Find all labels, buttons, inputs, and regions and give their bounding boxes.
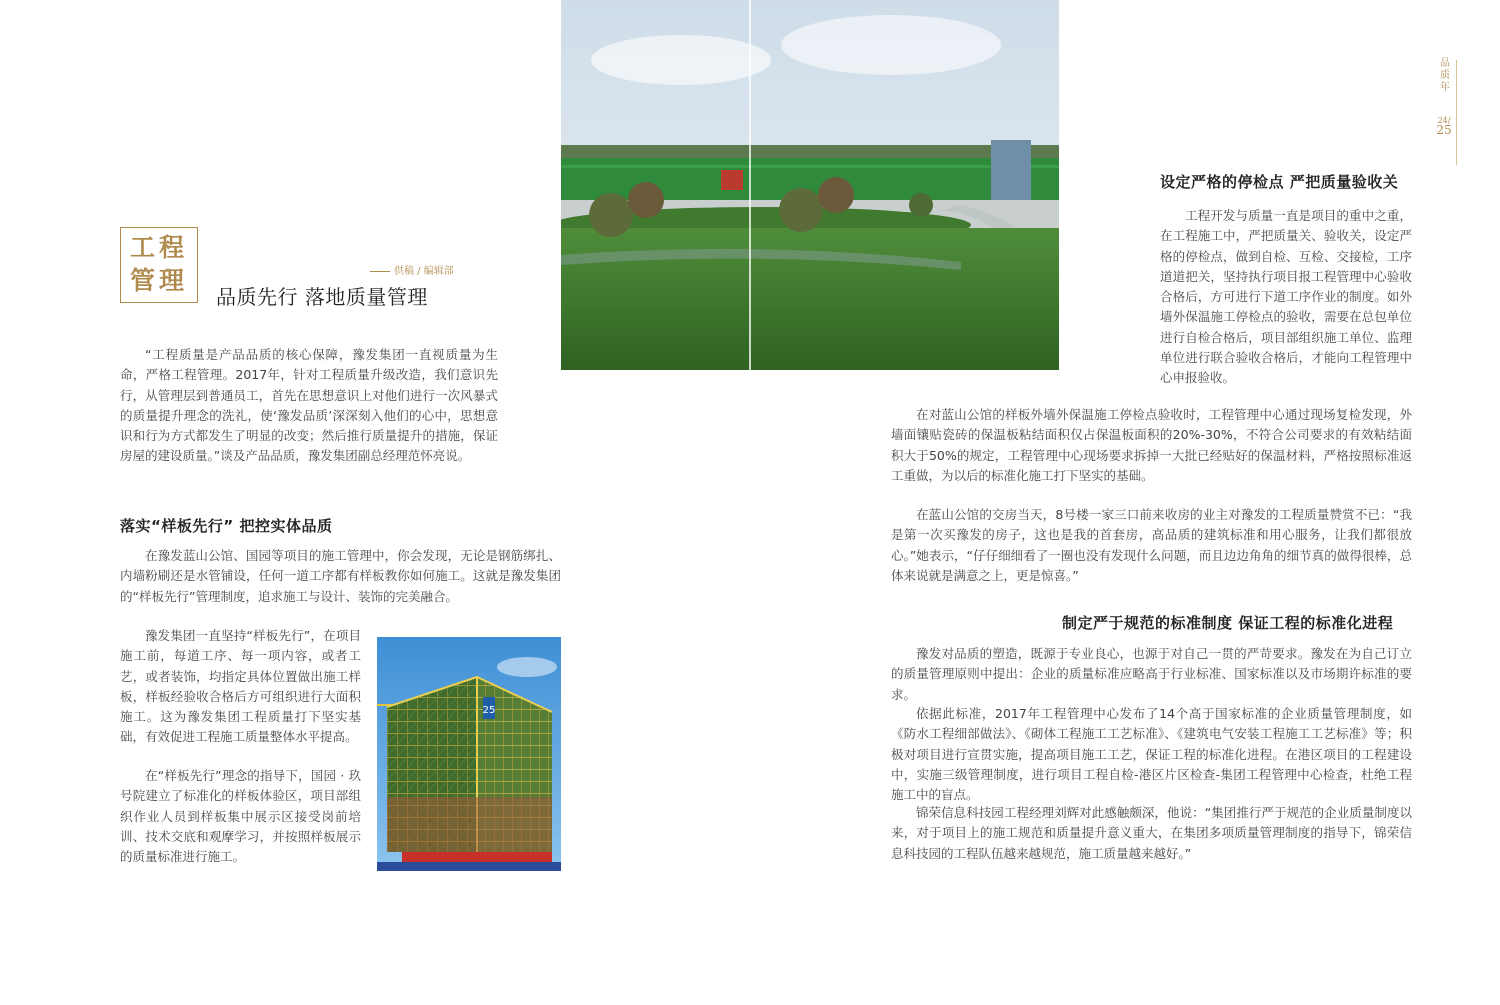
section2-paragraph-3: 在蓝山公馆的交房当天，8号楼一家三口前来收房的业主对豫发的工程质量赞赏不已：“我是第一次买豫发的房子，这也是我的首套房，高品质的建筑标准和用心服务，让我们都很放心。”她表示，“仔仔细细看了一圈也没有发现什么问题，而且边边角角的细节真的做得很棒，总体来说就是满意之上，更是惊喜。”	[891, 507, 1412, 583]
byline-text: 供稿 / 编辑部	[394, 266, 454, 277]
page-tag: 品质年	[1440, 58, 1450, 93]
park-landscape-photo	[561, 0, 1059, 370]
page-number	[1430, 116, 1458, 137]
construction-building-illustration	[377, 637, 561, 871]
stamp-line-1: 工程	[129, 233, 188, 262]
svg-text:25: 25	[482, 705, 496, 716]
stamp-line-2: 管理	[129, 266, 188, 295]
park-landscape-illustration	[561, 0, 1059, 370]
intro-paragraph: “工程质量是产品品质的核心保障，豫发集团一直视质量为生命，严格工程管理。2017年，针对工程质量升级改造，我们意识先行，从管理层到普通员工，首先在思想意识上对他们进行一次风暴式的质量提升理念的洗礼，使‘豫发品质’深深刻入他们的心中，思想意识和行为方式都发生了明显的改变；然后推行质量提升的措施，保证房屋的建设质量。”谈及产品品质，豫发集团副总经理范怀亮说。	[120, 347, 498, 464]
section1-paragraph-1: 在豫发蓝山公馆、国园等项目的施工管理中，你会发现，无论是钢筋绑扎、内墙粉刷还是水管铺设，任何一道工序都有样板教你如何施工。这就是豫发集团的“样板先行”管理制度，追求施工与设计、装饰的完美融合。	[120, 548, 561, 604]
section2-paragraph-2: 在对蓝山公馆的样板外墙外保温施工停检点验收时，工程管理中心通过现场复检发现，外墙面镶贴瓷砖的保温板粘结面积仅占保温板面积的20%-30%，不符合公司要求的有效粘结面积大于50%的规定，工程管理中心现场要求拆掉一大批已经贴好的保温材料，严格按照标准返工重做，为以后的标准化施工打下坚实的基础。	[891, 407, 1412, 483]
section2-paragraph-1: 工程开发与质量一直是项目的重中之重，在工程施工中，严把质量关、验收关，设定严格的停检点，做到自检、互检、交接检，工序道道把关，坚持执行项目报工程管理中心验收合格后，方可进行下道工序作业的制度。如外墙外保温施工停检点的验收，需要在总包单位进行自检合格后，项目部组织施工单位、监理单位进行联合验收合格后，才能向工程管理中心申报验收。	[1160, 208, 1412, 386]
section3-paragraph-3: 锦荣信息科技园工程经理刘辉对此感触颇深，他说：“集团推行严于规范的企业质量制度以来，对于项目上的施工规范和质量提升意义重大，在集团多项质量管理制度的指导下，锦荣信息科技园的工程队伍越来越规范，施工质量越来越好。”	[891, 805, 1412, 861]
section-stamp	[120, 227, 198, 303]
construction-building-photo	[377, 637, 561, 871]
section1-heading: 落实“样板先行” 把控实体品质	[120, 517, 333, 535]
section1-paragraph-2: 豫发集团一直坚持“样板先行”，在项目施工前，每道工序、每一项内容，或者工艺，或者装饰，均指定具体位置做出施工样板，样板经验收合格后方可组织进行大面积施工。这为豫发集团工程质量打下坚实基础，有效促进工程施工质量整体水平提高。	[120, 628, 361, 745]
section1-paragraph-3: 在“样板先行”理念的指导下，国园 · 玖号院建立了标准化的样板体验区，项目部组织作业人员到样板集中展示区接受岗前培训、技术交底和观摩学习，并按照样板展示的质量标准进行施工。	[120, 768, 361, 865]
page-divider-line	[1456, 60, 1457, 165]
section3-paragraph-2: 依据此标准，2017年工程管理中心发布了14个高于国家标准的企业质量管理制度，如《防水工程细部做法》、《砌体工程施工工艺标准》、《建筑电气安装工程施工工艺标准》等；积极对项目进行宣贯实施，提高项目施工工艺，保证工程的标准化进程。在港区项目的工程建设中，实施三级管理制度，进行项目工程自检-港区片区检查-集团工程管理中心检查，杜绝工程施工中的盲点。	[891, 706, 1412, 803]
section3-heading: 制定严于规范的标准制度 保证工程的标准化进程	[1062, 614, 1394, 632]
page-title: 品质先行 落地质量管理	[216, 285, 428, 309]
section3-paragraph-1: 豫发对品质的塑造，既源于专业良心，也源于对自己一贯的严苛要求。豫发在为自己订立的质量管理原则中提出：企业的质量标准应略高于行业标准、国家标准以及市场期许标准的要求。	[891, 646, 1412, 702]
byline	[370, 262, 454, 277]
section2-heading: 设定严格的停检点 严把质量验收关	[1160, 173, 1399, 191]
page-number-right: 25	[1436, 123, 1452, 137]
page-number-left: 24/	[1437, 116, 1451, 125]
byline-dash	[370, 271, 390, 272]
